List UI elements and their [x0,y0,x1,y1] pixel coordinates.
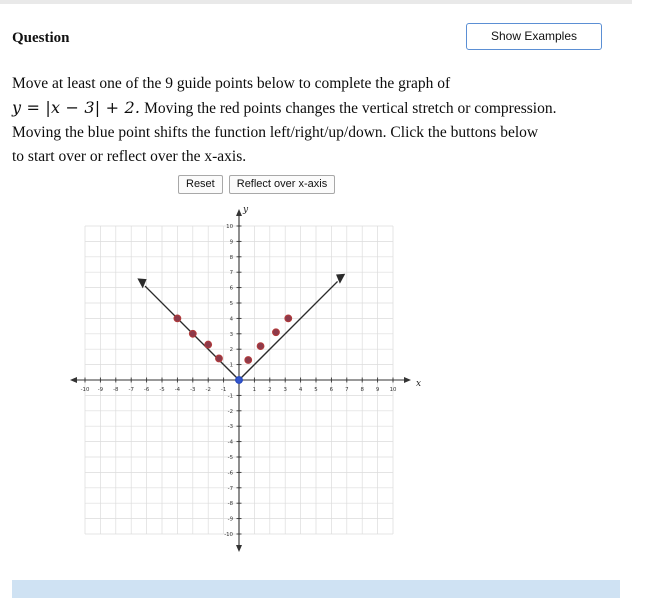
guide-point-2[interactable] [189,330,196,337]
prompt-equation: y = |x − 3| + 2. [12,98,141,117]
y-tick-label: 4 [229,316,233,323]
y-tick-label: -8 [227,501,233,508]
y-tick-label: 10 [226,224,233,230]
vertex-point[interactable] [236,377,243,384]
x-tick-label: 10 [389,387,397,393]
x-tick-label: -4 [174,387,181,393]
y-tick-label: 2 [229,347,233,354]
top-divider [0,0,632,4]
show-examples-button[interactable]: Show Examples [466,23,602,50]
prompt-line-4: to start over or reflect over the x-axis. [12,148,247,165]
y-tick-label: 1 [229,362,233,369]
x-tick-label: 7 [345,387,349,393]
y-tick-label: -9 [227,516,233,523]
y-tick-label: -6 [227,470,233,477]
x-tick-label: -8 [113,387,119,393]
y-tick-label: 8 [229,254,233,261]
prompt-line-3: Moving the blue point shifts the function left/right/up/down. Click the buttons below [12,124,539,141]
y-tick-label: 3 [229,331,233,338]
x-tick-label: 6 [329,387,334,393]
y-tick-label: -1 [227,393,233,400]
y-tick-label: -2 [227,408,233,415]
prompt-line-1: Move at least one of the 9 guide points below to complete the graph of [12,75,451,92]
guide-point-6[interactable] [257,343,264,350]
x-tick-label: 8 [360,387,364,393]
page-title: Question [12,30,70,46]
y-tick-label: -3 [227,424,233,431]
x-tick-label: -6 [143,387,150,393]
guide-point-7[interactable] [273,329,280,336]
guide-point-3[interactable] [205,341,212,348]
x-tick-label: 5 [314,387,318,393]
reset-button[interactable]: Reset [178,175,223,194]
graph-canvas[interactable] [60,200,440,560]
bottom-panel [12,580,620,598]
x-axis-label: x [416,379,422,389]
x-tick-label: -3 [190,387,196,393]
guide-point-4[interactable] [216,355,223,362]
x-tick-label: -5 [159,387,165,393]
x-tick-label: 3 [283,387,287,393]
y-axis-label: y [243,205,249,215]
guide-point-8[interactable] [285,315,292,322]
y-tick-label: 7 [229,270,233,277]
x-tick-label: 2 [268,387,272,393]
x-tick-label: -9 [97,387,104,393]
x-tick-label: -10 [80,387,90,393]
coordinate-plane[interactable] [60,200,440,560]
guide-point-5[interactable] [245,357,252,364]
absolute-value-curve [137,274,345,380]
guide-point-1[interactable] [174,315,181,322]
y-tick-label: -7 [227,485,233,492]
right-gutter [632,0,650,598]
y-tick-label: -5 [227,455,233,461]
y-tick-label: 9 [229,239,233,246]
x-tick-label: -1 [220,387,227,393]
prompt-line-2-rest: Moving the red points changes the vertical stretch or compression. [140,100,557,117]
y-tick-label: -4 [227,439,233,446]
x-tick-label: -7 [128,387,134,393]
question-header [0,10,632,58]
x-tick-label: -2 [205,387,211,393]
y-tick-label: 5 [229,301,233,307]
reflect-over-x-axis-button[interactable]: Reflect over x-axis [229,175,335,194]
y-tick-label: 6 [229,285,233,292]
prompt-line-2 [12,96,624,121]
graph-controls [178,175,335,194]
y-tick-label: -10 [224,532,233,538]
question-prompt [12,72,624,169]
x-tick-label: 1 [252,387,257,393]
x-tick-label: 9 [375,387,380,393]
x-tick-label: 4 [298,387,303,393]
